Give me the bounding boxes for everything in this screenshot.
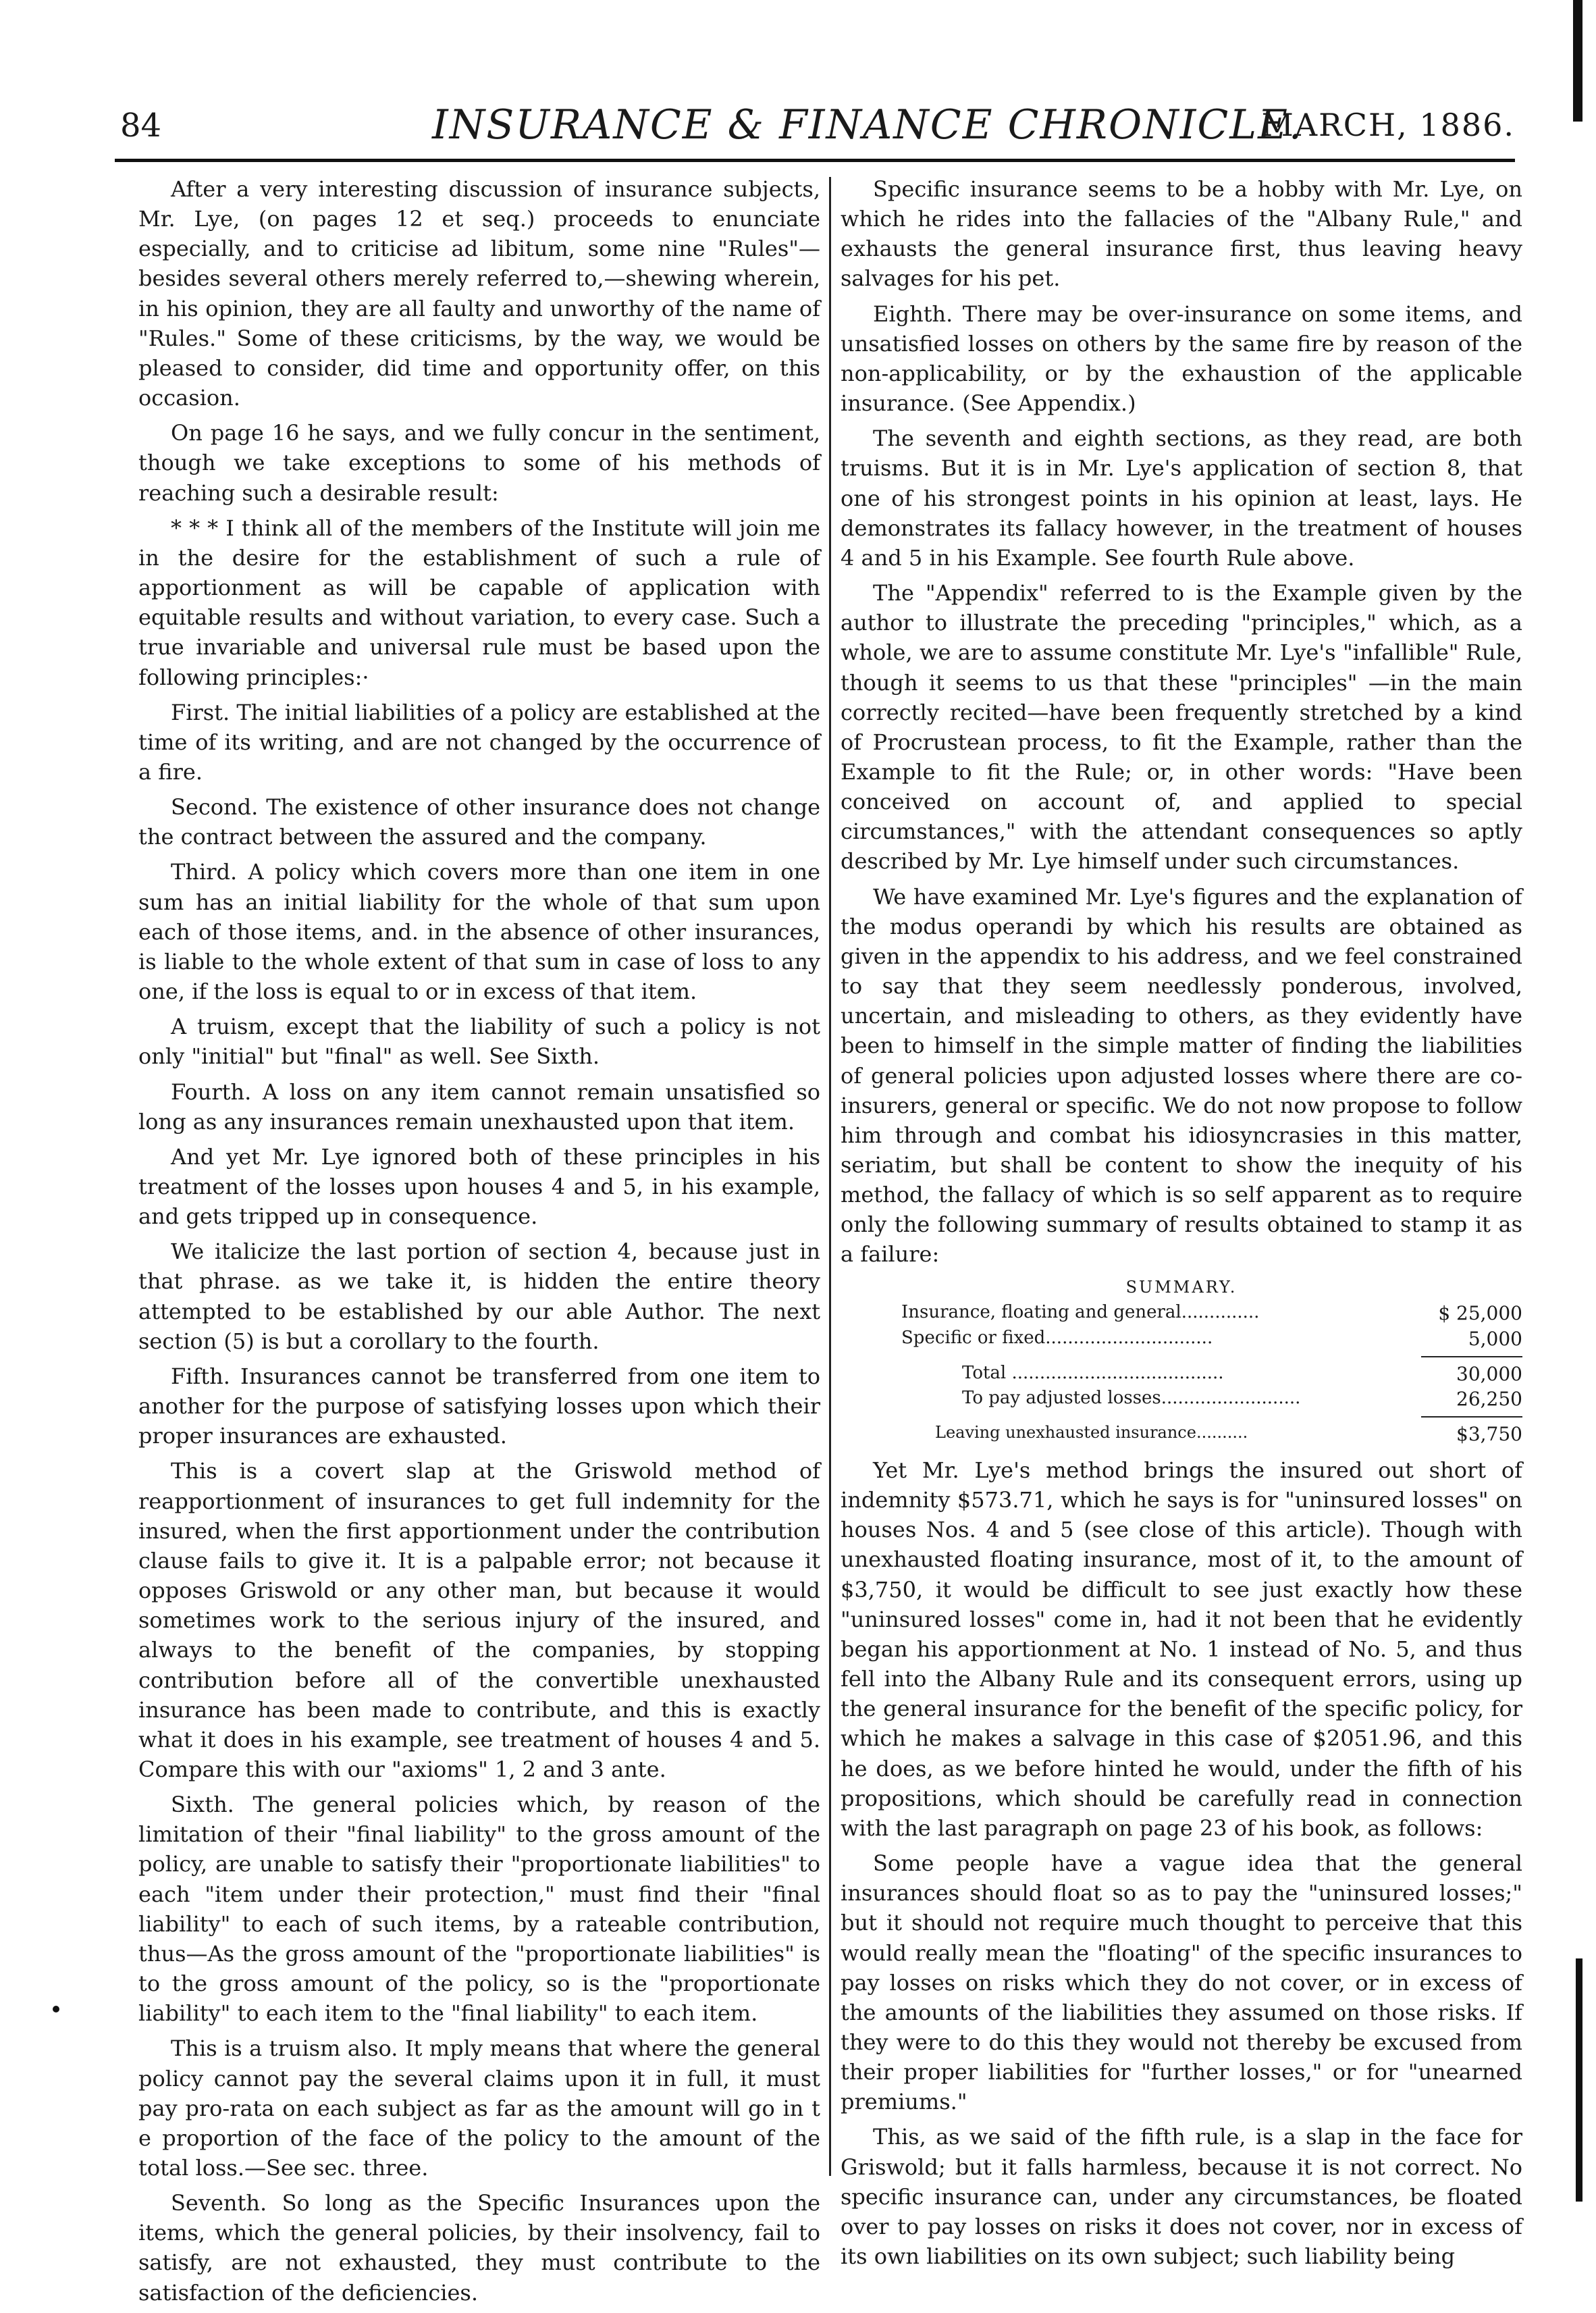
edge-mark — [1576, 1958, 1582, 2202]
paragraph: Some people have a vague idea that the general insurances should float so as to pay the "uninsured losses;" but it should not require much thought to perceive that this would really mean the "floating" of the specific insurances to pay losses on risks which they do not cover, or in excess of the amounts of the liabilities they assumed on those risks. If they were to do this they would not thereby be excused from their proper liabilities for "further losses," or for "unearned premiums." — [841, 1850, 1522, 2115]
right-column — [841, 174, 1522, 2277]
header-rule — [115, 159, 1515, 162]
margin-dot — [53, 2006, 59, 2012]
paragraph: On page 16 he says, and we fully concur in the sentiment, though we take exceptions to some of his methods of reaching such a desirable result: — [138, 420, 820, 506]
issue-date: MARCH, 1886. — [1261, 107, 1515, 143]
paragraph: Second. The existence of other insurance does not change the contract between the assured and the company. — [138, 794, 820, 850]
paragraph: Fourth. A loss on any item cannot remain unsatisfied so long as any insurances remain unexhausted upon that item. — [138, 1078, 820, 1135]
summary-label: Specific or fixed.............................. — [901, 1327, 1213, 1348]
paragraph: After a very interesting discussion of insurance subjects, Mr. Lye, (on pages 12 et seq.) proceeds to enunciate especially, and to criticise ad libitum, some nine "Rules"—besides several others merely referred to,—shewing wherein, in his opinion, they are all faulty and unworthy of the name of "Rules." Some of these criticisms, by the way, we would be pleased to consider, did time and opportunity offer, on this occasion. — [138, 176, 820, 411]
summary-amount: $ 25,000 — [1438, 1302, 1522, 1325]
summary-amount: 26,250 — [1456, 1388, 1522, 1411]
summary-amount: 30,000 — [1456, 1362, 1522, 1385]
masthead-title: INSURANCE & FINANCE CHRONICLE. — [432, 101, 1303, 149]
paragraph: First. The initial liabilities of a policy are established at the time of its writing, and are not changed by the occurrence of a fire. — [138, 699, 820, 785]
paragraph: A truism, except that the liability of such a policy is not only "initial" but "final" as well. See Sixth. — [138, 1014, 820, 1070]
summary-row — [841, 1422, 1522, 1447]
edge-mark — [1573, 0, 1582, 122]
summary-amount: $3,750 — [1456, 1423, 1522, 1446]
paragraph: * * * I think all of the members of the Institute will join me in the desire for the establishment of such a rule of apportionment as will be capable of application with equitable results and without variation, to every case. Such a true invariable and universal rule must be based upon the following principles:· — [138, 515, 820, 690]
paragraph: This is a covert slap at the Griswold method of reapportionment of insurances to get full indemnity for the insured, when the first apportionment under the contribution clause fails to give it. It is a palpable error; not because it opposes Griswold or any other man, but because it would sometimes work to the serious injury of the insured, and always to the benefit of the companies, by stopping contribution before all of the convertible unexhausted insurance has been made to contribute, and this is exactly what it does in his example, see treatment of houses 4 and 5. Compare this with our "axioms" 1, 2 and 3 ante. — [138, 1458, 820, 1782]
paragraph: We have examined Mr. Lye's figures and the explanation of the modus operandi by which his results are obtained as given in the appendix to his address, and we feel constrained to say that they seem needlessly ponderous, involved, uncertain, and misleading to others, as they evidently have been to himself in the simple matter of finding the liabilities of general policies upon adjusted losses where there are co-insurers, general or specific. We do not now propose to follow him through and combat his idiosyncrasies in this matter, seriatim, but shall be content to show the inequity of his method, the fallacy of which is so self apparent as to require only the following summary of results obtained to stamp it as a failure: — [841, 883, 1522, 1268]
page-number: 84 — [120, 107, 162, 145]
paragraph: The "Appendix" referred to is the Example given by the author to illustrate the preceding "principles," which, as a whole, we are to assume constitute Mr. Lye's "infallible" Rule, though it seems to us that these "principles" —in the main correctly recited—have been frequently stretched by a kind of Procrustean process, to fit the Example, rather than the Example to fit the Rule; or, in other words: "Have been conceived on account of, and applied to special circumstances," with the attendant consequences so aptly described by Mr. Lye himself under such circumstances. — [841, 580, 1522, 875]
summary-row — [841, 1361, 1522, 1387]
summary-rule — [1421, 1356, 1522, 1357]
summary-row — [841, 1326, 1522, 1352]
summary-label: Insurance, floating and general.............. — [901, 1302, 1260, 1323]
paragraph: And yet Mr. Lye ignored both of these principles in his treatment of the losses upon houses 4 and 5, in his example, and gets tripped up in consequence. — [138, 1143, 820, 1230]
paragraph: Eighth. There may be over-insurance on some items, and unsatisfied losses on others by the same fire by reason of the non-applicability, or by the exhaustion of the applicable insurance. (See Appendix.) — [841, 301, 1522, 417]
summary-amount: 5,000 — [1468, 1327, 1522, 1350]
summary-label: To pay adjusted losses......................... — [962, 1388, 1301, 1409]
summary-table — [841, 1276, 1522, 1447]
paragraph: Seventh. So long as the Specific Insurances upon the items, which the general policies, by their insolvency, fail to satisfy, are not exhausted, they must contribute to the satisfaction of the deficiencies. — [138, 2190, 820, 2306]
paragraph: This is a truism also. It mply means that where the general policy cannot pay the several claims upon it in full, it must pay pro-rata on each subject as far as the amount will go in t e proportion of the face of the policy to the amount of the total loss.—See sec. three. — [138, 2035, 820, 2181]
summary-title: SUMMARY. — [1125, 1277, 1238, 1297]
summary-rule — [1421, 1416, 1522, 1418]
paragraph: Yet Mr. Lye's method brings the insured out short of indemnity $573.71, which he says is for "uninsured losses" on houses Nos. 4 and 5 (see close of this article). Though with unexhausted floating insurance, most of it, to the amount of $3,750, it would be difficult to see just exactly how these "uninsured losses" come in, had it not been that he evidently began his apportionment at No. 1 instead of No. 5, and thus fell into the Albany Rule and its consequent errors, using up the general insurance for the benefit of the specific policy, for which he makes a salvage in this case of $2051.96, and this he does, as we before hinted he would, under the fifth of his propositions, which should be carefully read in connection with the last paragraph on page 23 of his book, as follows: — [841, 1457, 1522, 1841]
left-column — [138, 174, 820, 2313]
paragraph: Fifth. Insurances cannot be transferred from one item to another for the purpose of satisfying losses upon which their proper insurances are exhausted. — [138, 1363, 820, 1449]
summary-row — [841, 1301, 1522, 1326]
paragraph: The seventh and eighth sections, as they read, are both truisms. But it is in Mr. Lye's application of section 8, that one of his strongest points in his opinion at least, lays. He demonstrates its fallacy however, in the treatment of houses 4 and 5 in his Example. See fourth Rule above. — [841, 425, 1522, 571]
paragraph: Third. A policy which covers more than one item in one sum has an initial liability for the whole of that sum upon each of those items, and. in the absence of other insurances, is liable to the whole extent of that sum in case of loss to any one, if the loss is equal to or in excess of that item. — [138, 859, 820, 1005]
paragraph: This, as we said of the fifth rule, is a slap in the face for Griswold; but it falls harmless, because it is not correct. No specific insurance can, under any circumstances, be floated over to pay losses on risks it does not cover, nor in excess of its own liabilities on its own subject; such liability being — [841, 2124, 1522, 2270]
summary-label: Leaving unexhausted insurance.......... — [935, 1423, 1248, 1443]
summary-row — [841, 1386, 1522, 1412]
paragraph: Sixth. The general policies which, by reason of the limitation of their "final liability" to the gross amount of the policy, are unable to satisfy their "proportionate liabilities" to each "item under their protection," must find their "final liability" to each of such items, by a rateable contribution, thus—As the gross amount of the "proportionate liabilities" is to the gross amount of the policy, so is the "proportionate liability" to each item to the "final liability" to each item. — [138, 1792, 820, 2027]
column-divider — [829, 177, 831, 2176]
paragraph: We italicize the last portion of section 4, because just in that phrase. as we take it, is hidden the entire theory attempted to be established by our able Author. The next section (5) is but a corollary to the fourth. — [138, 1239, 820, 1354]
paragraph: Specific insurance seems to be a hobby with Mr. Lye, on which he rides into the fallacies of the "Albany Rule," and exhausts the general insurance first, thus leaving heavy salvages for his pet. — [841, 176, 1522, 292]
summary-label: Total ...................................... — [962, 1362, 1224, 1383]
